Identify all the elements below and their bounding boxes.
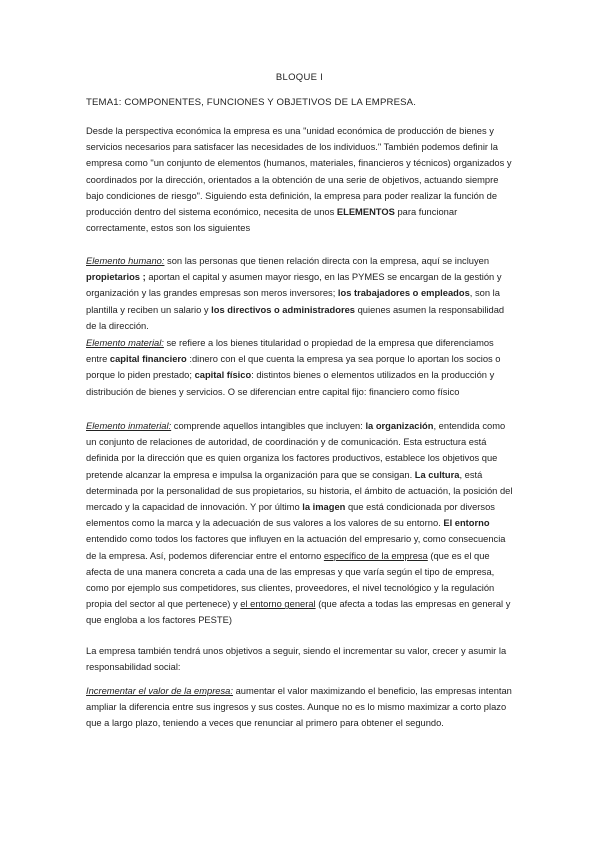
immaterial-text-2: , entendida como un conjunto de relaciones de autoridad, de coordinación y de comunicación. Esta estructura está definida por la dirección que es quien organiza los factores productivos, establece los objetivos que pretende alcanzar la empresa e impulsa la organización para que se consigan. xyxy=(86,421,506,480)
immaterial-underline-especifico: específico de la empresa xyxy=(323,550,428,561)
human-bold-directivos: los directivos o administradores xyxy=(211,304,356,315)
human-text-2: aportan el capital y asumen mayor riesgo, en las PYMES se encargan de la gestión y organización y las grandes empresas son meros inversores; xyxy=(86,272,502,299)
immaterial-text-4: que está condicionada por diversos elementos como la marca y la adecuación de sus valores a los valores de su entorno. xyxy=(86,502,495,529)
immaterial-element-paragraph xyxy=(86,418,516,629)
immaterial-text-1: comprende aquellos intangibles que incluyen: xyxy=(171,421,366,431)
immaterial-text-5: entendido como todos los factores que influyen en la actuación del empresario y, como consecuencia de la empresa. Así, podemos diferenciar entre el entorno xyxy=(86,534,506,561)
objectives-text: La empresa también tendrá unos objetivos a seguir, siendo el incrementar su valor, crecer y asumir la responsabilidad social: xyxy=(86,646,507,673)
human-text-1: son las personas que tienen relación directa con la empresa, aquí se incluyen xyxy=(164,256,490,266)
immaterial-bold-cultura: La cultura xyxy=(414,469,460,480)
human-bold-trabajadores: los trabajadores o empleados xyxy=(337,288,470,299)
human-text-4: quienes asumen la responsabilidad de la dirección. xyxy=(86,304,505,331)
intro-text-1: Desde la perspectiva económica la empresa es una "unidad económica de producción de bienes y servicios necesarios para satisfacer las necesidades de los individuos." También podemos definir la empresa como "un conjunto de elementos (humanos, materiales, financieros y técnicos) organizados y coordinados por la dirección, orientados a la obtención de una serie de objetivos, actuando siempre bajo condiciones de riesgo". Siguiendo esta definición, la empresa para poder realizar la función de producción dentro del sistema económico, necesita de unos xyxy=(86,126,512,218)
intro-text-2: para funcionar correctamente, estos son los siguientes xyxy=(86,207,458,234)
human-bold-propietarios: propietarios ; xyxy=(86,272,146,283)
topic-heading: TEMA1: COMPONENTES, FUNCIONES Y OBJETIVOS DE LA EMPRESA. xyxy=(86,97,417,108)
material-bold-capital-financiero: capital financiero xyxy=(109,354,187,365)
material-element-term: Elemento material: xyxy=(86,338,164,348)
immaterial-bold-entorno: El entorno xyxy=(443,518,490,529)
human-element-paragraph xyxy=(86,253,516,334)
immaterial-text-7: (que afecta a todas las empresas en general y que engloba a los factores PESTE) xyxy=(86,599,511,626)
document-title: BLOQUE I xyxy=(275,72,324,83)
intro-bold-elementos: ELEMENTOS xyxy=(336,207,395,218)
material-bold-capital-fisico: capital físico xyxy=(194,370,252,381)
increase-value-term: Incrementar el valor de la empresa: xyxy=(86,686,233,696)
objectives-paragraph xyxy=(86,643,516,675)
material-text-3: : distintos bienes o elementos utilizados en la producción y distribución de bienes y servicios. O se diferencian entre capital fijo: financiero como físico xyxy=(86,370,495,397)
immaterial-bold-imagen: la imagen xyxy=(302,502,346,513)
immaterial-text-3: , está determinada por la personalidad de sus propietarios, su historia, el ámbito de actuación, la posición del mercado y la capacidad de innovación. Y por último xyxy=(86,469,513,513)
immaterial-underline-general: el entorno general xyxy=(240,599,316,610)
material-element-paragraph xyxy=(86,335,516,400)
material-text-2: :dinero con el que cuenta la empresa ya sea porque lo aportan los socios o porque lo piden prestado; xyxy=(86,354,501,381)
human-text-3: , son la plantilla y reciben un salario y xyxy=(86,288,500,315)
immaterial-bold-organizacion: la organización xyxy=(365,421,434,431)
increase-value-text: aumentar el valor maximizando el beneficio, las empresas intentan ampliar la diferencia entre sus ingresos y sus costes. Aunque no es lo mismo maximizar a corto plazo que a largo plazo, teniendo a veces que renunciar al primero para obtener el segundo. xyxy=(86,686,512,729)
material-text-1: se refiere a los bienes titularidad o propiedad de la empresa que diferenciamos entre xyxy=(86,338,494,365)
increase-value-paragraph xyxy=(86,683,516,732)
immaterial-text-6: (que es el que afecta de una manera concreta a cada una de las empresas y que varía según el tipo de empresa, como por ejemplo sus competidores, sus clientes, proveedores, el nivel tecnológico y la regulación propia del sector al que pertenece) y xyxy=(86,550,495,610)
intro-paragraph xyxy=(86,123,516,236)
human-element-term: Elemento humano: xyxy=(86,256,165,266)
immaterial-element-term: Elemento inmaterial: xyxy=(86,421,172,431)
